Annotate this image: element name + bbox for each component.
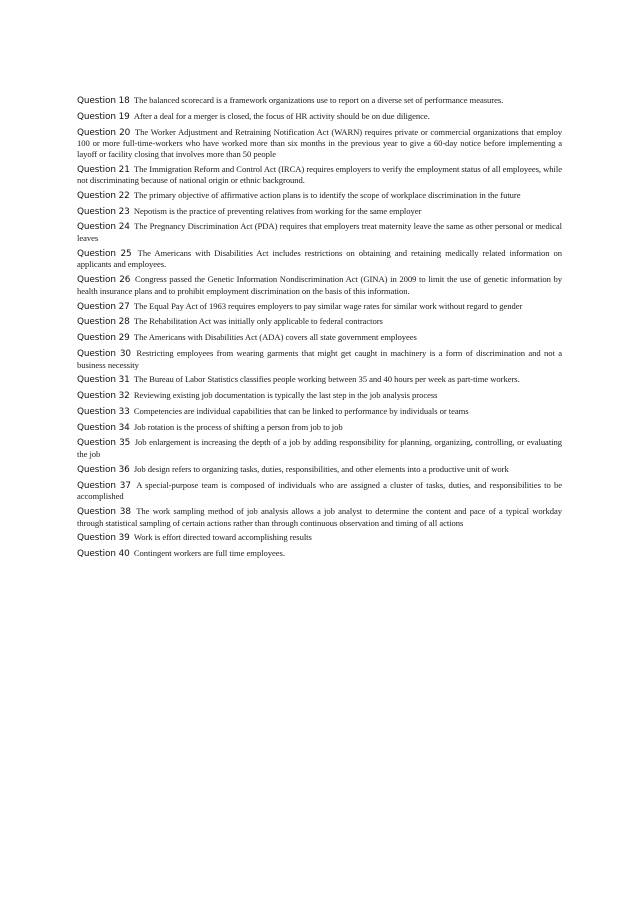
question-text: Work is effort directed toward accomplishing results (133, 532, 312, 543)
question-text: The Rehabilitation Act was initially only applicable to federal contractors (133, 316, 383, 327)
question-text: Congress passed the Genetic Information Nondiscrimination Act (GINA) in 2009 to limit the use of genetic information by health insurance plans and to prohibit employment discrimination on the basis of this information. (77, 274, 562, 296)
question-item (77, 374, 562, 386)
question-label: Question 22 (77, 190, 130, 201)
question-item (77, 548, 562, 560)
question-label: Question 21 (77, 164, 130, 175)
question-item (77, 532, 562, 544)
question-text: Job rotation is the process of shifting a person from job to job (133, 421, 343, 432)
question-text: Competencies are individual capabilities that can be linked to performance by individuals or teams (133, 405, 469, 416)
question-label: Question 19 (77, 111, 130, 122)
question-label: Question 39 (77, 533, 130, 544)
question-item (77, 164, 562, 186)
question-item (77, 190, 562, 202)
question-label: Question 35 (77, 438, 131, 449)
question-label: Question 37 (77, 480, 131, 491)
question-text: The Equal Pay Act of 1963 requires employers to pay similar wage rates for similar work without regard to gender (133, 300, 523, 311)
question-label: Question 31 (77, 375, 130, 386)
question-item (77, 437, 562, 459)
question-text: Job design refers to organizing tasks, duties, responsibilities, and other elements into a productive unit of work (133, 463, 509, 474)
question-item (77, 348, 562, 370)
question-label: Question 32 (77, 391, 130, 402)
question-item (77, 111, 562, 123)
question-item (77, 301, 562, 313)
question-label: Question 30 (77, 348, 131, 359)
question-item (77, 390, 562, 402)
question-item (77, 221, 562, 243)
question-label: Question 26 (77, 275, 131, 286)
question-item (77, 95, 562, 107)
question-text: Job enlargement is increasing the depth of a job by adding responsibility for planning, organizing, controlling, or evaluating the job (77, 437, 562, 460)
question-text: The Worker Adjustment and Retraining Notification Act (WARN) requires private or commercial organizations that employ 100 or more full-time-workers who have worked more than six months in the previous year to give a 60-day notice before implementing a layoff or facility closing that involves more than 50 people (77, 126, 562, 159)
question-list (77, 95, 562, 564)
question-label: Question 38 (77, 506, 131, 517)
question-item (77, 422, 562, 434)
question-item (77, 480, 562, 502)
question-label: Question 18 (77, 96, 130, 106)
question-item (77, 332, 562, 344)
question-text: The Americans with Disabilities Act (ADA) covers all state government employees (133, 332, 417, 343)
question-text: The Americans with Disabilities Act includes restrictions on obtaining and retaining medically related information on applicants and employees. (77, 247, 562, 270)
question-text: A special-purpose team is composed of individuals who are assigned a cluster of tasks, duties, and responsibilities to be accomplished (77, 479, 562, 502)
question-text: Contingent workers are full time employees. (133, 548, 285, 559)
question-label: Question 24 (77, 222, 130, 233)
question-text: The primary objective of affirmative action plans is to identify the scope of workplace discrimination in the future (133, 189, 521, 200)
question-item (77, 248, 562, 270)
question-text: Nepotism is the practice of preventing relatives from working for the same employer (133, 205, 422, 216)
question-label: Question 25 (77, 248, 132, 259)
question-item (77, 464, 562, 476)
question-label: Question 33 (77, 406, 130, 417)
question-label: Question 28 (77, 317, 130, 328)
question-item (77, 506, 562, 528)
question-item (77, 406, 562, 418)
question-item (77, 274, 562, 296)
question-label: Question 29 (77, 333, 130, 344)
question-label: Question 34 (77, 422, 130, 433)
question-text: Reviewing existing job documentation is typically the last step in the job analysis process (133, 390, 438, 401)
question-label: Question 27 (77, 301, 130, 312)
question-text: The balanced scorecard is a framework organizations use to report on a diverse set of performance measures. (133, 95, 504, 105)
question-text: The Bureau of Labor Statistics classifies people working between 35 and 40 hours per week as part-time workers. (133, 374, 520, 385)
question-label: Question 36 (77, 464, 130, 475)
question-text: The work sampling method of job analysis allows a job analyst to determine the content and pace of a typical workday through statistical sampling of certain actions rather than through continuous observation and timing of all actions (77, 505, 562, 528)
question-text: After a deal for a merger is closed, the focus of HR activity should be on due diligence. (133, 110, 430, 121)
question-item (77, 316, 562, 328)
question-label: Question 40 (77, 549, 130, 560)
question-label: Question 23 (77, 206, 130, 217)
question-label: Question 20 (77, 127, 131, 138)
question-item (77, 206, 562, 218)
question-item (77, 127, 562, 160)
question-text: The Immigration Reform and Control Act (IRCA) requires employers to verify the employment status of all employees, while not discriminating because of national origin or ethnic background. (77, 163, 562, 186)
question-text: The Pregnancy Discrimination Act (PDA) requires that employers treat maternity leave the same as other personal or medical leaves (77, 221, 562, 244)
question-text: Restricting employees from wearing garments that might get caught in machinery is a form of discrimination and not a business necessity (77, 347, 562, 370)
